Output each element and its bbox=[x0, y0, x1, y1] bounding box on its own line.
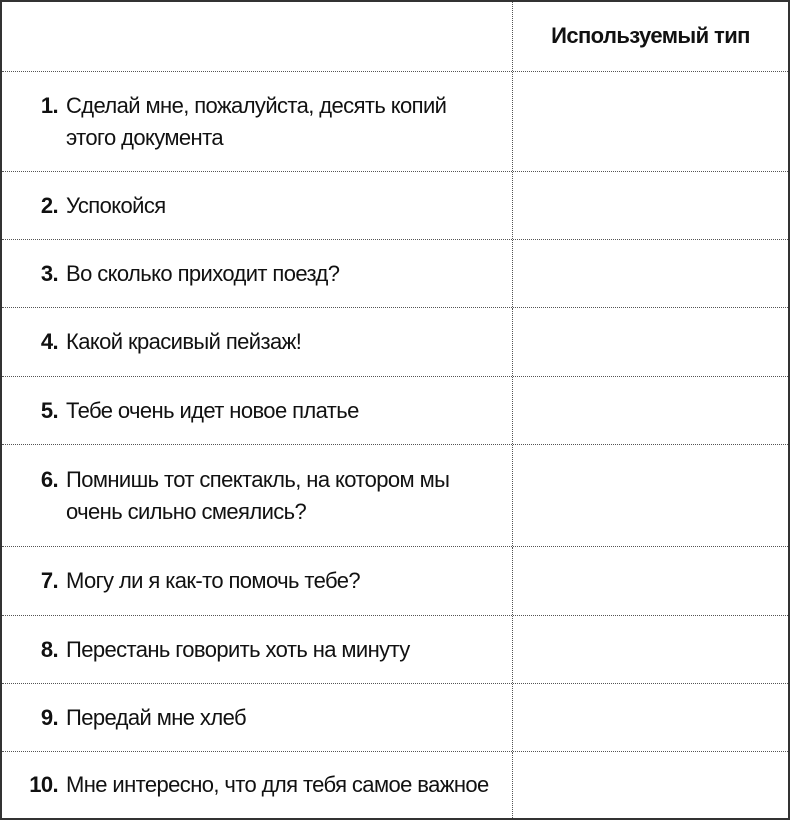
header-type-label: Используемый тип bbox=[551, 22, 750, 48]
question-cell bbox=[2, 445, 513, 546]
table-row bbox=[2, 308, 788, 377]
header-type-cell bbox=[513, 2, 788, 71]
header-row bbox=[2, 2, 788, 72]
row-number: 1. bbox=[40, 92, 58, 118]
table-row bbox=[2, 684, 788, 752]
table-row bbox=[2, 377, 788, 445]
table-row bbox=[2, 240, 788, 308]
question-text: Тебе очень идет новое платье bbox=[66, 397, 359, 423]
question-text: Сделай мне, пожалуйста, десять копий этого документа bbox=[66, 92, 447, 150]
row-number: 4. bbox=[40, 329, 58, 354]
row-number: 8. bbox=[40, 636, 58, 662]
question-text: Перестань говорить хоть на минуту bbox=[66, 636, 410, 662]
row-number: 6. bbox=[40, 466, 58, 492]
row-number: 2. bbox=[40, 192, 58, 218]
type-answer-cell[interactable] bbox=[513, 684, 788, 751]
question-text: Во сколько приходит поезд? bbox=[66, 260, 340, 286]
row-number: 5. bbox=[40, 397, 58, 423]
row-number: 3. bbox=[40, 260, 58, 286]
type-answer-cell[interactable] bbox=[513, 72, 788, 171]
type-answer-cell[interactable] bbox=[513, 308, 788, 376]
table-row bbox=[2, 752, 788, 818]
type-answer-cell[interactable] bbox=[513, 445, 788, 546]
row-number: 9. bbox=[40, 704, 58, 730]
question-text: Успокойся bbox=[66, 192, 166, 218]
question-text: Передай мне хлеб bbox=[66, 704, 246, 730]
row-number: 7. bbox=[40, 568, 58, 593]
type-answer-cell[interactable] bbox=[513, 752, 788, 818]
question-cell bbox=[2, 240, 513, 307]
type-answer-cell[interactable] bbox=[513, 377, 788, 444]
question-text: Какой красивый пейзаж! bbox=[66, 329, 302, 354]
type-answer-cell[interactable] bbox=[513, 547, 788, 615]
question-cell bbox=[2, 547, 513, 615]
type-answer-cell[interactable] bbox=[513, 616, 788, 683]
question-text: Могу ли я как-то помочь тебе? bbox=[66, 568, 360, 593]
table-row bbox=[2, 547, 788, 616]
table-row bbox=[2, 445, 788, 547]
question-cell bbox=[2, 752, 513, 818]
question-text: Мне интересно, что для тебя самое важное bbox=[66, 772, 489, 797]
table-row bbox=[2, 72, 788, 172]
question-cell bbox=[2, 308, 513, 376]
question-cell bbox=[2, 616, 513, 683]
header-question-cell bbox=[2, 2, 513, 71]
question-cell bbox=[2, 72, 513, 171]
question-cell bbox=[2, 172, 513, 239]
table-row bbox=[2, 616, 788, 684]
type-answer-cell[interactable] bbox=[513, 240, 788, 307]
question-text: Помнишь тот спектакль, на котором мы очень сильно смеялись? bbox=[66, 466, 450, 524]
row-number: 10. bbox=[29, 772, 58, 797]
type-answer-cell[interactable] bbox=[513, 172, 788, 239]
question-cell bbox=[2, 684, 513, 751]
table-row bbox=[2, 172, 788, 240]
question-cell bbox=[2, 377, 513, 444]
